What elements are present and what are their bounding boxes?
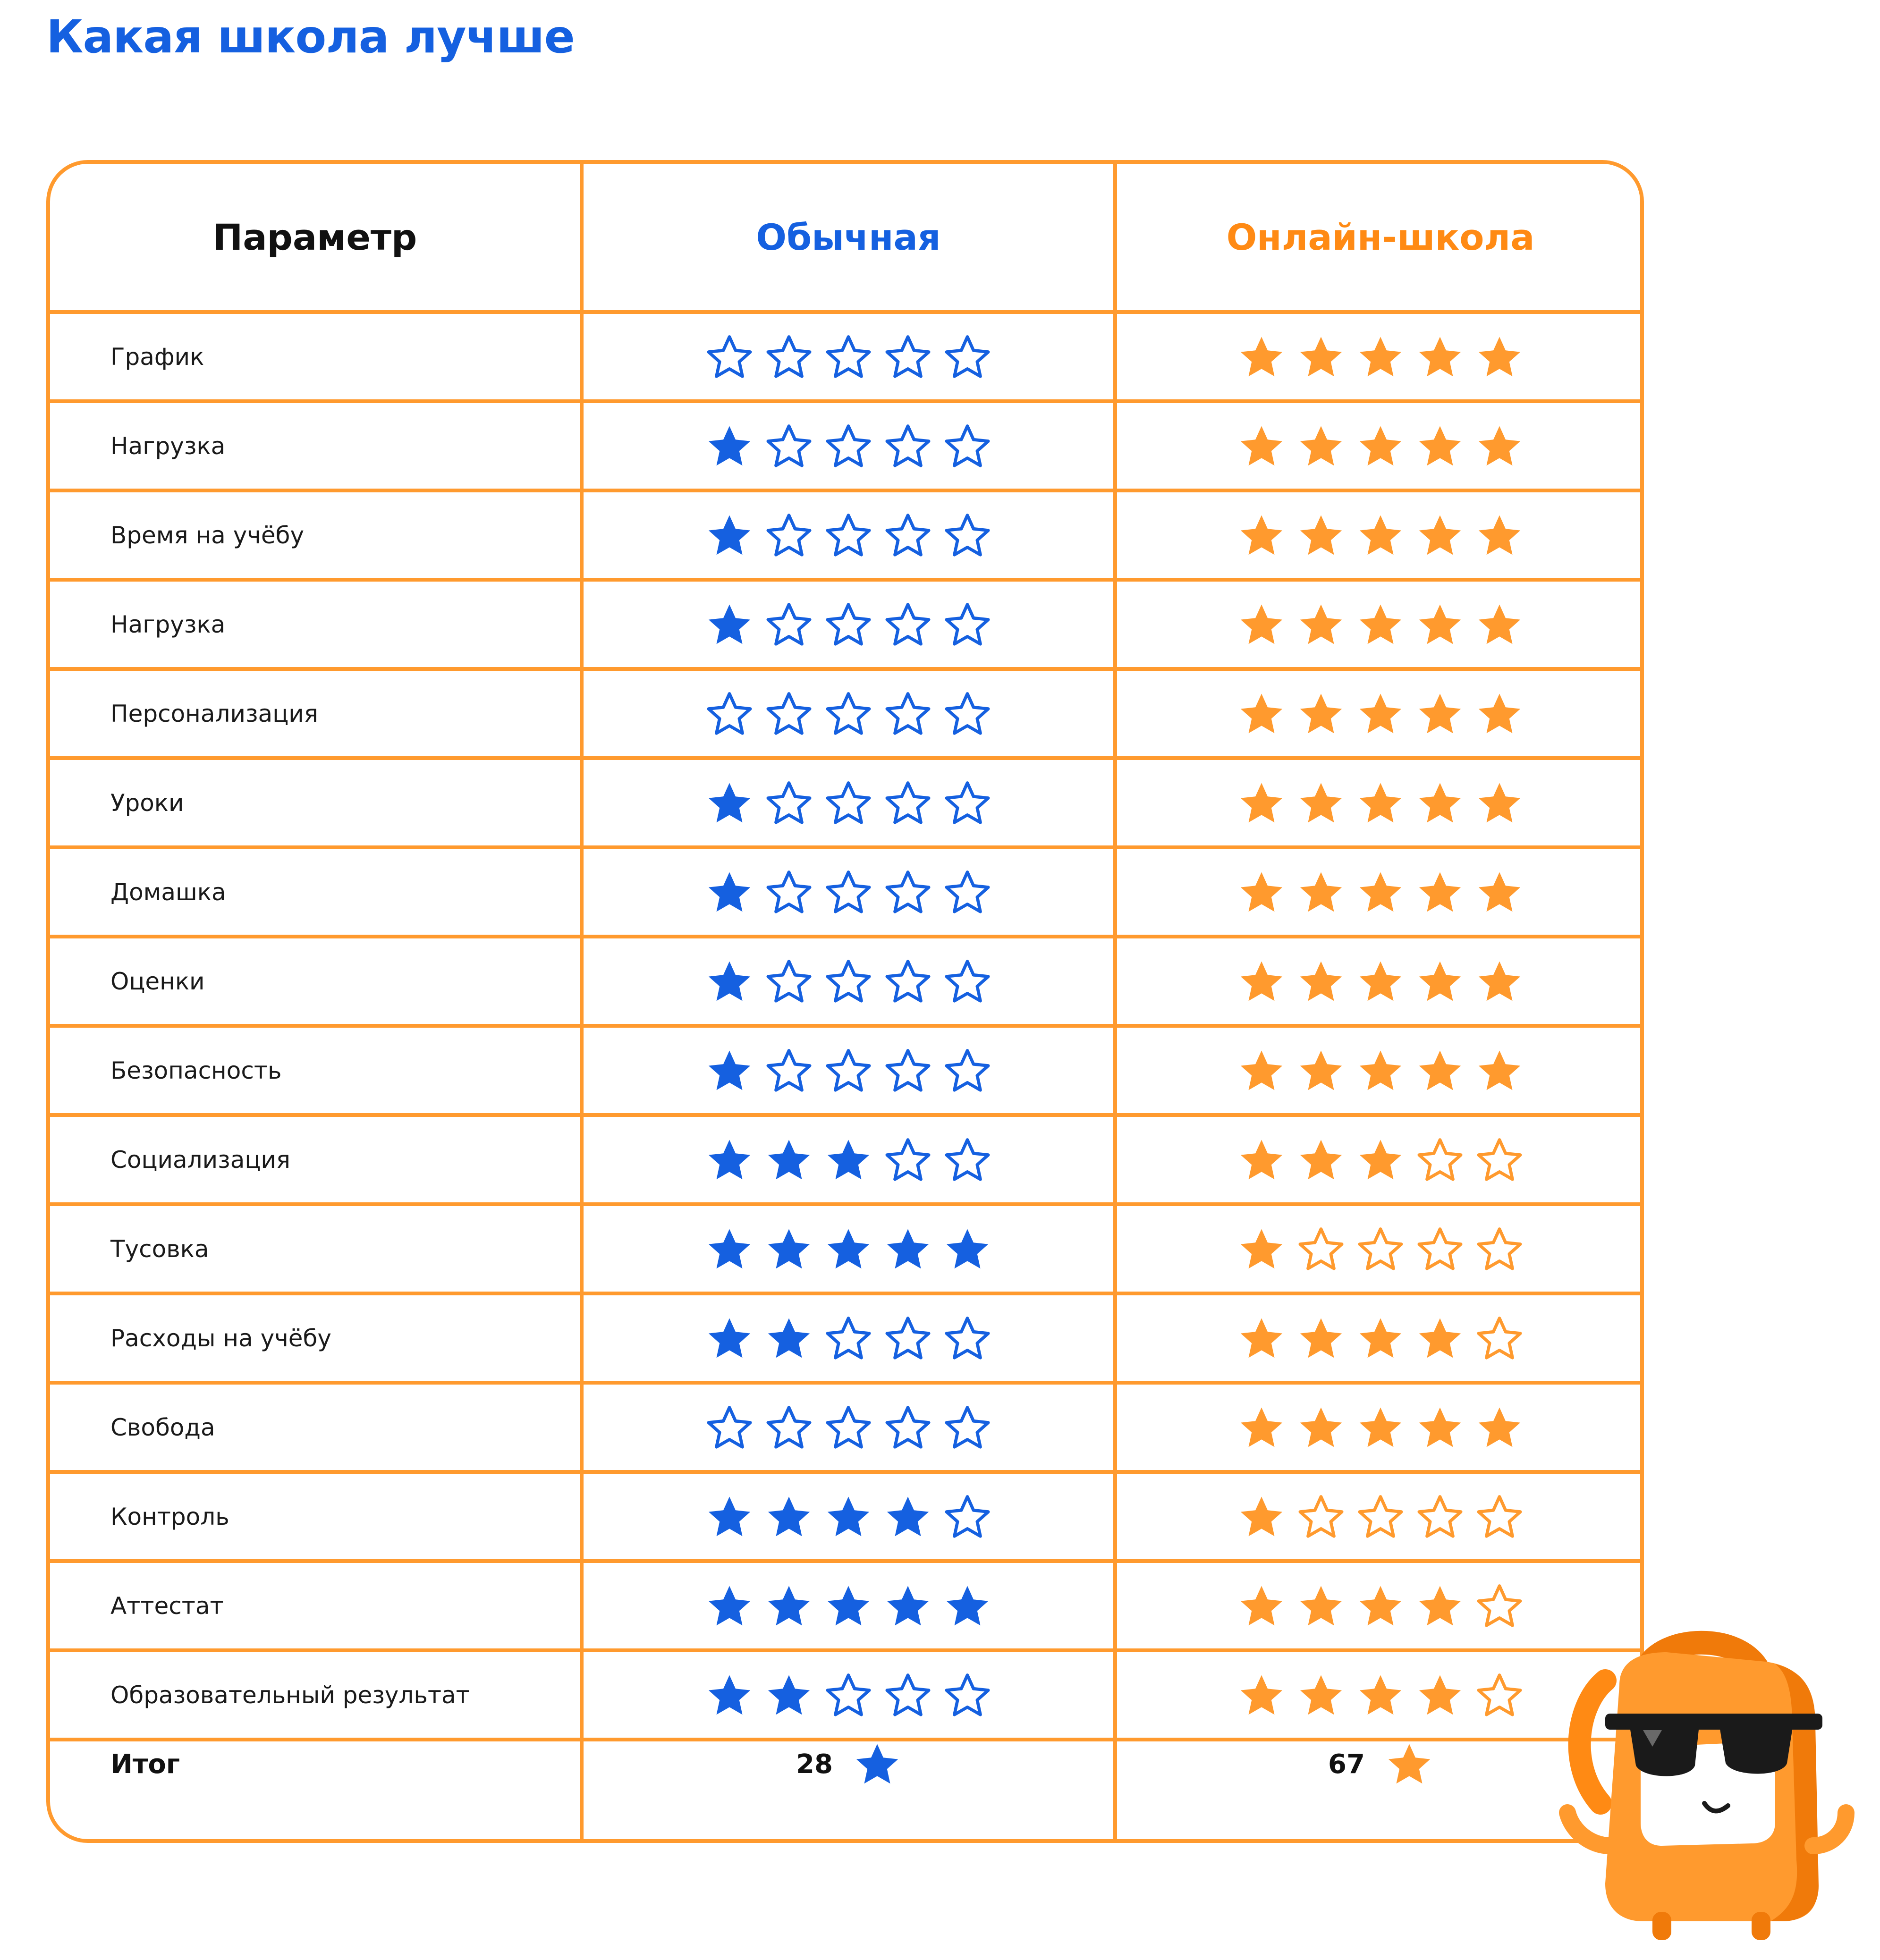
table-row xyxy=(50,760,1640,845)
table-row xyxy=(50,1295,1640,1381)
star-filled-icon xyxy=(1297,1047,1345,1094)
table-row xyxy=(50,314,1640,399)
star-filled-icon xyxy=(1357,869,1404,916)
star-filled-icon xyxy=(706,779,753,827)
star-filled-icon xyxy=(706,869,753,916)
table-row xyxy=(50,849,1640,935)
regular-rating-cell xyxy=(584,760,1113,845)
star-filled-icon xyxy=(1297,422,1345,470)
star-outline-icon xyxy=(825,512,872,559)
star-filled-icon xyxy=(706,1136,753,1183)
star-outline-icon xyxy=(884,958,932,1005)
online-rating-cell xyxy=(1117,849,1644,935)
star-outline-icon xyxy=(884,869,932,916)
star-filled-icon xyxy=(1357,1404,1404,1451)
star-rating xyxy=(706,690,991,737)
header-param: Параметр xyxy=(212,216,417,258)
star-filled-icon xyxy=(884,1582,932,1630)
star-filled-icon xyxy=(1238,1047,1285,1094)
page-title: Какая школа лучше xyxy=(46,10,575,63)
row-divider xyxy=(50,1202,1640,1206)
star-filled-icon xyxy=(1238,779,1285,827)
star-filled-icon xyxy=(1476,333,1523,380)
star-filled-icon xyxy=(1297,1315,1345,1362)
row-label: Уроки xyxy=(110,789,184,817)
star-outline-icon xyxy=(944,779,991,827)
row-label: Социализация xyxy=(110,1146,290,1174)
star-filled-icon xyxy=(706,422,753,470)
table-row xyxy=(50,1385,1640,1470)
star-filled-icon xyxy=(1238,1225,1285,1273)
star-outline-icon xyxy=(765,1047,813,1094)
star-rating xyxy=(706,601,991,648)
star-filled-icon xyxy=(1476,690,1523,737)
star-outline-icon xyxy=(884,1404,932,1451)
star-filled-icon xyxy=(765,1225,813,1273)
online-rating-cell xyxy=(1117,403,1644,489)
row-divider xyxy=(50,489,1640,492)
regular-rating-cell xyxy=(584,1028,1113,1113)
star-outline-icon xyxy=(944,690,991,737)
regular-rating-cell xyxy=(584,582,1113,667)
star-filled-icon xyxy=(1416,1582,1464,1630)
star-outline-icon xyxy=(706,333,753,380)
star-rating xyxy=(1238,690,1523,737)
star-filled-icon xyxy=(1357,512,1404,559)
comparison-table xyxy=(46,160,1644,1843)
star-filled-icon xyxy=(884,1493,932,1540)
star-rating xyxy=(1238,1225,1523,1273)
star-filled-icon xyxy=(1297,333,1345,380)
star-outline-icon xyxy=(825,601,872,648)
star-outline-icon xyxy=(1357,1225,1404,1273)
total-regular-value: 28 xyxy=(796,1749,833,1780)
total-row xyxy=(50,1689,1640,1839)
star-outline-icon xyxy=(825,1047,872,1094)
star-outline-icon xyxy=(1297,1225,1345,1273)
star-filled-icon xyxy=(1416,779,1464,827)
star-rating xyxy=(1238,958,1523,1005)
online-rating-cell xyxy=(1117,760,1644,845)
star-filled-icon xyxy=(1238,1136,1285,1183)
row-label: Свобода xyxy=(110,1413,215,1441)
row-divider xyxy=(50,845,1640,849)
star-rating xyxy=(706,1136,991,1183)
star-outline-icon xyxy=(944,1136,991,1183)
row-divider xyxy=(50,756,1640,760)
table-row xyxy=(50,1563,1640,1648)
header-online-school: Онлайн-школа xyxy=(1226,216,1535,258)
star-outline-icon xyxy=(884,779,932,827)
regular-rating-cell xyxy=(584,1295,1113,1381)
online-rating-cell xyxy=(1117,938,1644,1024)
star-outline-icon xyxy=(884,512,932,559)
online-rating-cell xyxy=(1117,492,1644,578)
star-filled-icon xyxy=(1416,958,1464,1005)
star-rating xyxy=(706,779,991,827)
star-filled-icon xyxy=(825,1225,872,1273)
star-outline-icon xyxy=(825,958,872,1005)
table-row xyxy=(50,671,1640,756)
star-filled-icon xyxy=(706,958,753,1005)
star-filled-icon xyxy=(825,1136,872,1183)
table-row xyxy=(50,1206,1640,1292)
star-filled-icon xyxy=(1297,869,1345,916)
star-rating xyxy=(706,512,991,559)
row-divider xyxy=(50,935,1640,938)
star-outline-icon xyxy=(1357,1493,1404,1540)
star-rating xyxy=(706,1404,991,1451)
star-outline-icon xyxy=(825,869,872,916)
star-filled-icon xyxy=(1416,869,1464,916)
row-divider xyxy=(50,310,1640,314)
star-outline-icon xyxy=(825,779,872,827)
star-rating xyxy=(706,1582,991,1630)
row-label: Нагрузка xyxy=(110,610,226,638)
star-outline-icon xyxy=(765,512,813,559)
online-rating-cell xyxy=(1117,1474,1644,1559)
star-outline-icon xyxy=(884,1315,932,1362)
star-filled-icon xyxy=(1357,601,1404,648)
row-divider xyxy=(50,1470,1640,1474)
star-outline-icon xyxy=(825,690,872,737)
star-rating xyxy=(1238,869,1523,916)
star-rating xyxy=(1238,1315,1523,1362)
row-divider xyxy=(50,1648,1640,1652)
star-filled-icon xyxy=(765,1582,813,1630)
star-filled-icon xyxy=(765,1493,813,1540)
star-outline-icon xyxy=(944,1493,991,1540)
star-rating xyxy=(1238,1493,1523,1540)
star-outline-icon xyxy=(765,1404,813,1451)
star-outline-icon xyxy=(1416,1493,1464,1540)
star-filled-icon xyxy=(1357,1315,1404,1362)
star-filled-icon xyxy=(1416,333,1464,380)
star-outline-icon xyxy=(944,333,991,380)
online-rating-cell xyxy=(1117,1385,1644,1470)
star-filled-icon xyxy=(706,512,753,559)
regular-rating-cell xyxy=(584,1117,1113,1202)
row-divider xyxy=(50,1113,1640,1117)
star-filled-icon xyxy=(1297,512,1345,559)
star-outline-icon xyxy=(765,958,813,1005)
row-label: Контроль xyxy=(110,1503,229,1530)
star-outline-icon xyxy=(1476,1136,1523,1183)
regular-rating-cell xyxy=(584,849,1113,935)
star-outline-icon xyxy=(825,333,872,380)
star-filled-icon xyxy=(706,1225,753,1273)
star-outline-icon xyxy=(944,958,991,1005)
online-rating-cell xyxy=(1117,582,1644,667)
star-filled-icon xyxy=(1416,601,1464,648)
star-outline-icon xyxy=(944,1404,991,1451)
row-label: Персонализация xyxy=(110,700,318,727)
star-rating xyxy=(706,333,991,380)
star-filled-icon xyxy=(1476,512,1523,559)
table-row xyxy=(50,582,1640,667)
star-outline-icon xyxy=(944,1047,991,1094)
table-header xyxy=(50,164,1640,310)
star-filled-icon xyxy=(1357,779,1404,827)
star-filled-icon xyxy=(1238,1493,1285,1540)
star-outline-icon xyxy=(1416,1225,1464,1273)
online-rating-cell xyxy=(1117,1028,1644,1113)
star-outline-icon xyxy=(1476,1225,1523,1273)
row-divider xyxy=(50,1292,1640,1295)
star-filled-icon xyxy=(1416,512,1464,559)
star-outline-icon xyxy=(1297,1493,1345,1540)
regular-rating-cell xyxy=(584,403,1113,489)
total-label: Итог xyxy=(110,1749,180,1780)
regular-rating-cell xyxy=(584,1206,1113,1292)
table-row xyxy=(50,1028,1640,1113)
star-outline-icon xyxy=(944,869,991,916)
star-outline-icon xyxy=(706,690,753,737)
star-rating xyxy=(1238,1404,1523,1451)
star-filled-icon xyxy=(1238,512,1285,559)
total-online-value: 67 xyxy=(1328,1749,1365,1780)
star-rating xyxy=(706,1493,991,1540)
star-filled-icon xyxy=(765,1136,813,1183)
star-filled-icon xyxy=(1357,1136,1404,1183)
star-filled-icon xyxy=(1476,1404,1523,1451)
star-rating xyxy=(706,1225,991,1273)
star-outline-icon xyxy=(1476,1315,1523,1362)
star-outline-icon xyxy=(765,869,813,916)
regular-rating-cell xyxy=(584,1563,1113,1648)
star-outline-icon xyxy=(884,690,932,737)
star-rating xyxy=(1238,1582,1523,1630)
star-outline-icon xyxy=(765,779,813,827)
row-label: Оценки xyxy=(110,967,205,995)
star-filled-icon xyxy=(1476,1047,1523,1094)
star-filled-icon xyxy=(1238,869,1285,916)
star-filled-icon xyxy=(944,1582,991,1630)
star-filled-icon xyxy=(1416,422,1464,470)
row-label: Аттестат xyxy=(110,1592,224,1620)
star-outline-icon xyxy=(765,601,813,648)
star-filled-icon xyxy=(944,1225,991,1273)
star-rating xyxy=(1238,601,1523,648)
table-row xyxy=(50,938,1640,1024)
online-rating-cell xyxy=(1117,1295,1644,1381)
star-filled-icon xyxy=(825,1582,872,1630)
regular-rating-cell xyxy=(584,1385,1113,1470)
star-filled-icon xyxy=(1297,958,1345,1005)
star-filled-icon xyxy=(1238,690,1285,737)
star-filled-icon xyxy=(1238,1582,1285,1630)
star-outline-icon xyxy=(1476,1582,1523,1630)
star-outline-icon xyxy=(884,333,932,380)
regular-rating-cell xyxy=(584,671,1113,756)
star-outline-icon xyxy=(706,1404,753,1451)
star-filled-icon xyxy=(706,1047,753,1094)
star-filled-icon xyxy=(765,1315,813,1362)
star-filled-icon xyxy=(706,601,753,648)
star-rating xyxy=(706,869,991,916)
star-filled-icon xyxy=(1416,690,1464,737)
star-filled-icon xyxy=(1476,779,1523,827)
star-rating xyxy=(1238,1136,1523,1183)
star-filled-icon xyxy=(1416,1315,1464,1362)
star-filled-icon xyxy=(1297,601,1345,648)
table-row xyxy=(50,1117,1640,1202)
star-filled-icon xyxy=(1238,601,1285,648)
star-filled-icon xyxy=(1238,333,1285,380)
star-rating xyxy=(1238,333,1523,380)
star-outline-icon xyxy=(1476,1493,1523,1540)
star-rating xyxy=(706,958,991,1005)
star-outline-icon xyxy=(825,1315,872,1362)
row-label: График xyxy=(110,343,204,371)
row-label: Образовательный результат xyxy=(110,1681,470,1709)
star-rating xyxy=(1238,779,1523,827)
regular-rating-cell xyxy=(584,1474,1113,1559)
star-filled-icon xyxy=(1297,1582,1345,1630)
star-filled-icon xyxy=(884,1225,932,1273)
star-outline-icon xyxy=(825,422,872,470)
star-outline-icon xyxy=(944,1315,991,1362)
star-outline-icon xyxy=(944,422,991,470)
row-label: Безопасность xyxy=(110,1056,282,1084)
star-outline-icon xyxy=(884,601,932,648)
star-filled-icon xyxy=(706,1493,753,1540)
star-filled-icon xyxy=(1476,869,1523,916)
star-rating xyxy=(1238,422,1523,470)
star-icon xyxy=(854,1740,901,1788)
row-divider xyxy=(50,578,1640,582)
regular-rating-cell xyxy=(584,938,1113,1024)
star-filled-icon xyxy=(706,1315,753,1362)
table-row xyxy=(50,1474,1640,1559)
star-outline-icon xyxy=(944,601,991,648)
star-filled-icon xyxy=(1297,1404,1345,1451)
star-outline-icon xyxy=(944,512,991,559)
star-outline-icon xyxy=(765,333,813,380)
header-regular-school: Обычная xyxy=(756,216,941,258)
star-filled-icon xyxy=(1297,1136,1345,1183)
online-rating-cell xyxy=(1117,314,1644,399)
row-divider xyxy=(50,1024,1640,1028)
star-filled-icon xyxy=(706,1582,753,1630)
star-outline-icon xyxy=(765,422,813,470)
row-divider xyxy=(50,667,1640,671)
row-label: Домашка xyxy=(110,878,226,906)
row-label: Время на учёбу xyxy=(110,521,305,549)
row-divider xyxy=(50,1559,1640,1563)
star-outline-icon xyxy=(884,1047,932,1094)
star-filled-icon xyxy=(1357,690,1404,737)
star-rating xyxy=(706,1047,991,1094)
row-divider xyxy=(50,399,1640,403)
online-rating-cell xyxy=(1117,1117,1644,1202)
star-filled-icon xyxy=(1238,1404,1285,1451)
star-filled-icon xyxy=(1297,690,1345,737)
star-filled-icon xyxy=(1476,422,1523,470)
star-filled-icon xyxy=(1357,422,1404,470)
star-filled-icon xyxy=(1357,1582,1404,1630)
regular-rating-cell xyxy=(584,314,1113,399)
star-filled-icon xyxy=(1357,958,1404,1005)
total-regular-cell xyxy=(584,1689,1113,1839)
row-label: Тусовка xyxy=(110,1235,209,1263)
star-filled-icon xyxy=(1416,1047,1464,1094)
online-rating-cell xyxy=(1117,1206,1644,1292)
online-rating-cell xyxy=(1117,671,1644,756)
row-divider xyxy=(50,1381,1640,1385)
star-filled-icon xyxy=(825,1493,872,1540)
star-filled-icon xyxy=(1357,333,1404,380)
star-filled-icon xyxy=(1238,422,1285,470)
star-outline-icon xyxy=(825,1404,872,1451)
star-outline-icon xyxy=(765,690,813,737)
star-filled-icon xyxy=(1238,1315,1285,1362)
table-row xyxy=(50,492,1640,578)
backpack-mascot-with-sunglasses-icon xyxy=(1549,1624,1855,1954)
star-outline-icon xyxy=(1416,1136,1464,1183)
star-filled-icon xyxy=(1416,1404,1464,1451)
star-rating xyxy=(1238,512,1523,559)
star-rating xyxy=(706,1315,991,1362)
star-filled-icon xyxy=(1297,779,1345,827)
star-icon xyxy=(1386,1740,1433,1788)
star-filled-icon xyxy=(1357,1047,1404,1094)
star-outline-icon xyxy=(884,1136,932,1183)
star-outline-icon xyxy=(884,422,932,470)
table-row xyxy=(50,403,1640,489)
row-label: Нагрузка xyxy=(110,432,226,460)
star-rating xyxy=(1238,1047,1523,1094)
star-filled-icon xyxy=(1476,958,1523,1005)
star-filled-icon xyxy=(1238,958,1285,1005)
star-filled-icon xyxy=(1476,601,1523,648)
star-rating xyxy=(706,422,991,470)
row-label: Расходы на учёбу xyxy=(110,1324,331,1352)
regular-rating-cell xyxy=(584,492,1113,578)
